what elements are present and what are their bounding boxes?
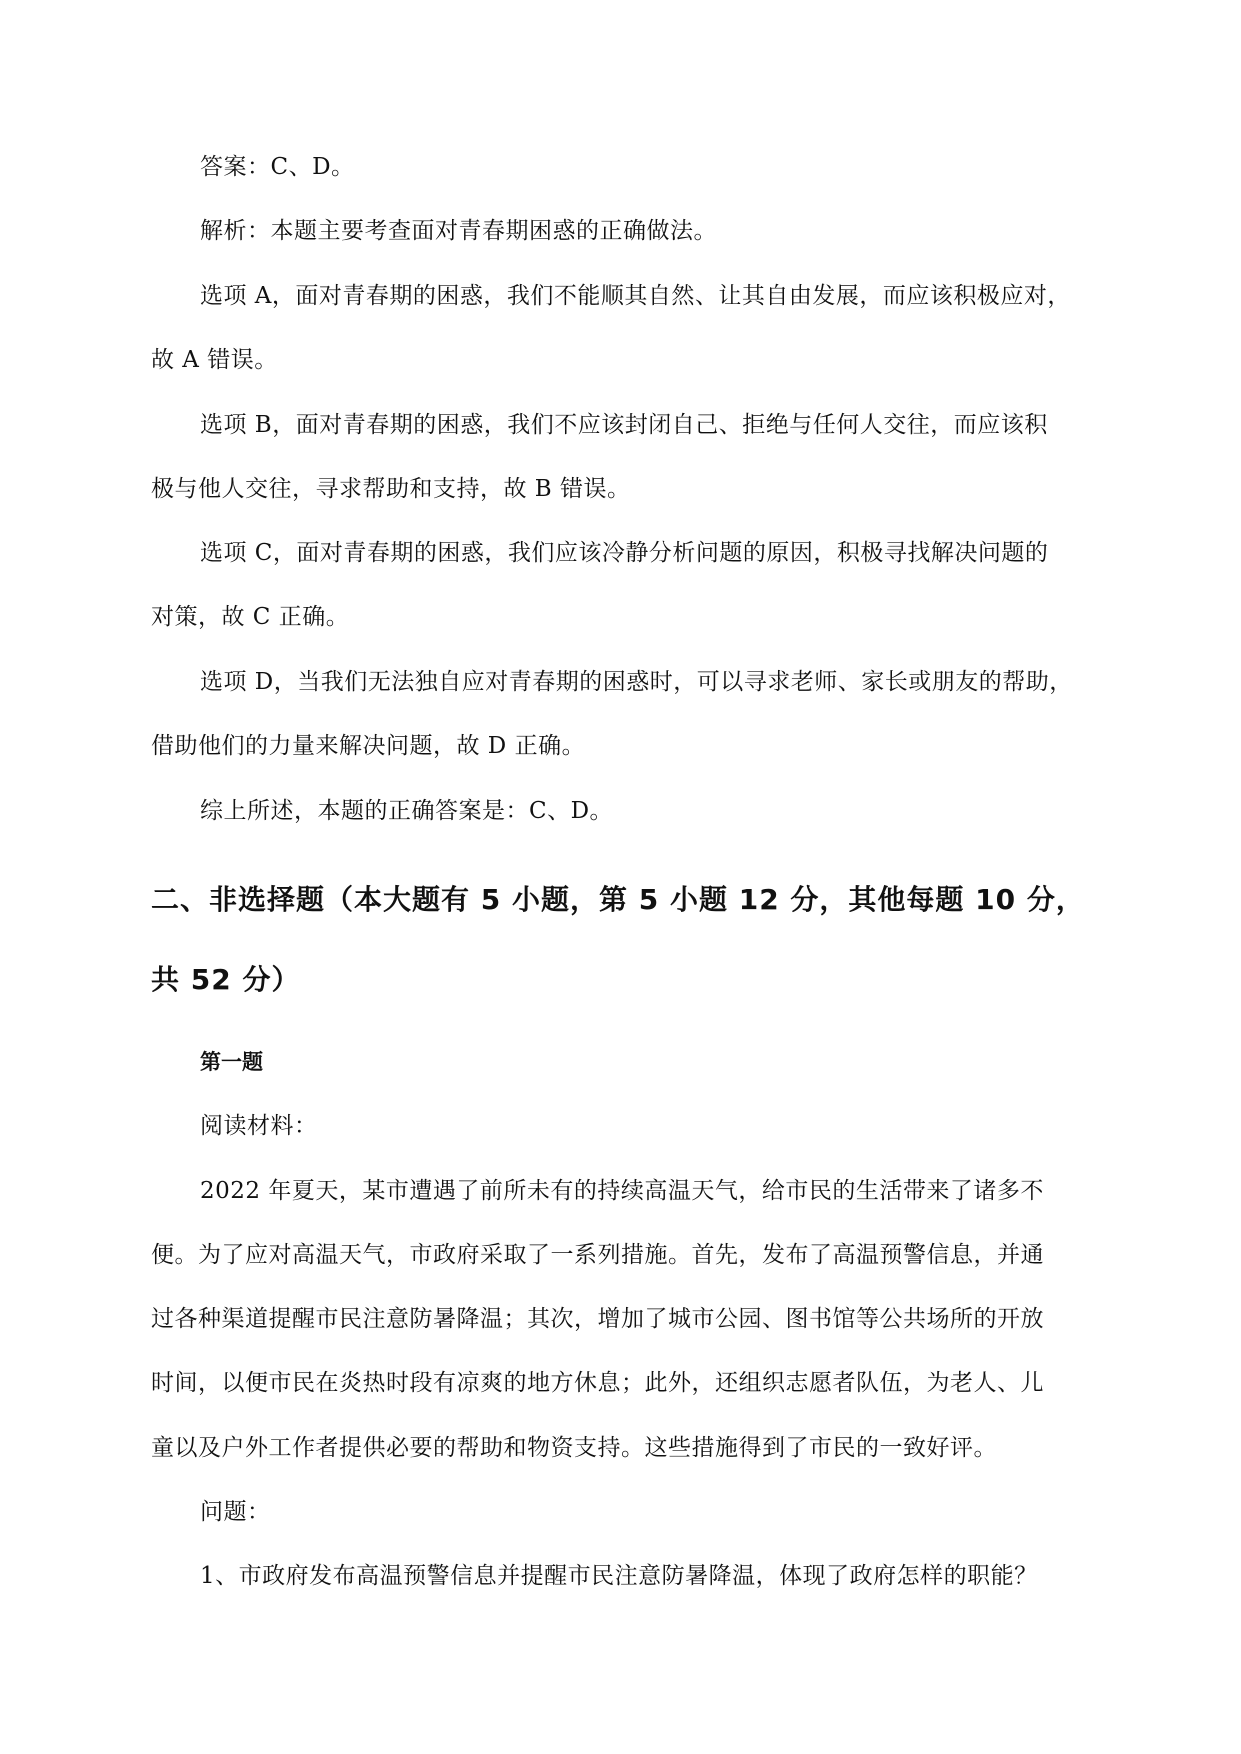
material-line: 2022 年夏天，某市遭遇了前所未有的持续高温天气，给市民的生活带来了诸多不 <box>200 1178 1044 1204</box>
material-line: 时间，以便市民在炎热时段有凉爽的地方休息；此外，还组织志愿者队伍，为老人、儿 <box>151 1370 1044 1396</box>
analysis-line: 解析：本题主要考查面对青春期困惑的正确做法。 <box>200 218 717 244</box>
material-line: 过各种渠道提醒市民注意防暑降温；其次，增加了城市公园、图书馆等公共场所的开放 <box>151 1306 1044 1332</box>
material-line: 便。为了应对高温天气，市政府采取了一系列措施。首先，发布了高温预警信息，并通 <box>151 1242 1044 1268</box>
option-b-line-1: 选项 B，面对青春期的困惑，我们不应该封闭自己、拒绝与任何人交往，而应该积 <box>200 412 1048 438</box>
option-a-line-1: 选项 A，面对青春期的困惑，我们不能顺其自然、让其自由发展，而应该积极应对， <box>200 283 1071 309</box>
option-d-line-2: 借助他们的力量来解决问题，故 D 正确。 <box>151 733 586 759</box>
section-heading-line-1: 二、非选择题（本大题有 5 小题，第 5 小题 12 分，其他每题 10 分， <box>151 883 1085 916</box>
question-1: 1、市政府发布高温预警信息并提醒市民注意防暑降温，体现了政府怎样的职能？ <box>200 1563 1038 1589</box>
option-c-line-1: 选项 C，面对青春期的困惑，我们应该冷静分析问题的原因，积极寻找解决问题的 <box>200 540 1049 566</box>
answer-line: 答案：C、D。 <box>200 154 355 180</box>
material-label: 阅读材料： <box>200 1113 318 1139</box>
option-b-line-2: 极与他人交往，寻求帮助和支持，故 B 错误。 <box>151 476 631 502</box>
question-label: 问题： <box>200 1499 271 1525</box>
material-line: 童以及户外工作者提供必要的帮助和物资支持。这些措施得到了市民的一致好评。 <box>151 1435 997 1461</box>
section-heading-line-2: 共 52 分） <box>151 963 301 996</box>
option-c-line-2: 对策，故 C 正确。 <box>151 604 350 630</box>
summary-line: 综上所述，本题的正确答案是：C、D。 <box>200 798 614 824</box>
question-title: 第一题 <box>200 1050 263 1074</box>
option-d-line-1: 选项 D，当我们无法独自应对青春期的困惑时，可以寻求老师、家长或朋友的帮助， <box>200 669 1073 695</box>
option-a-line-2: 故 A 错误。 <box>151 347 278 373</box>
